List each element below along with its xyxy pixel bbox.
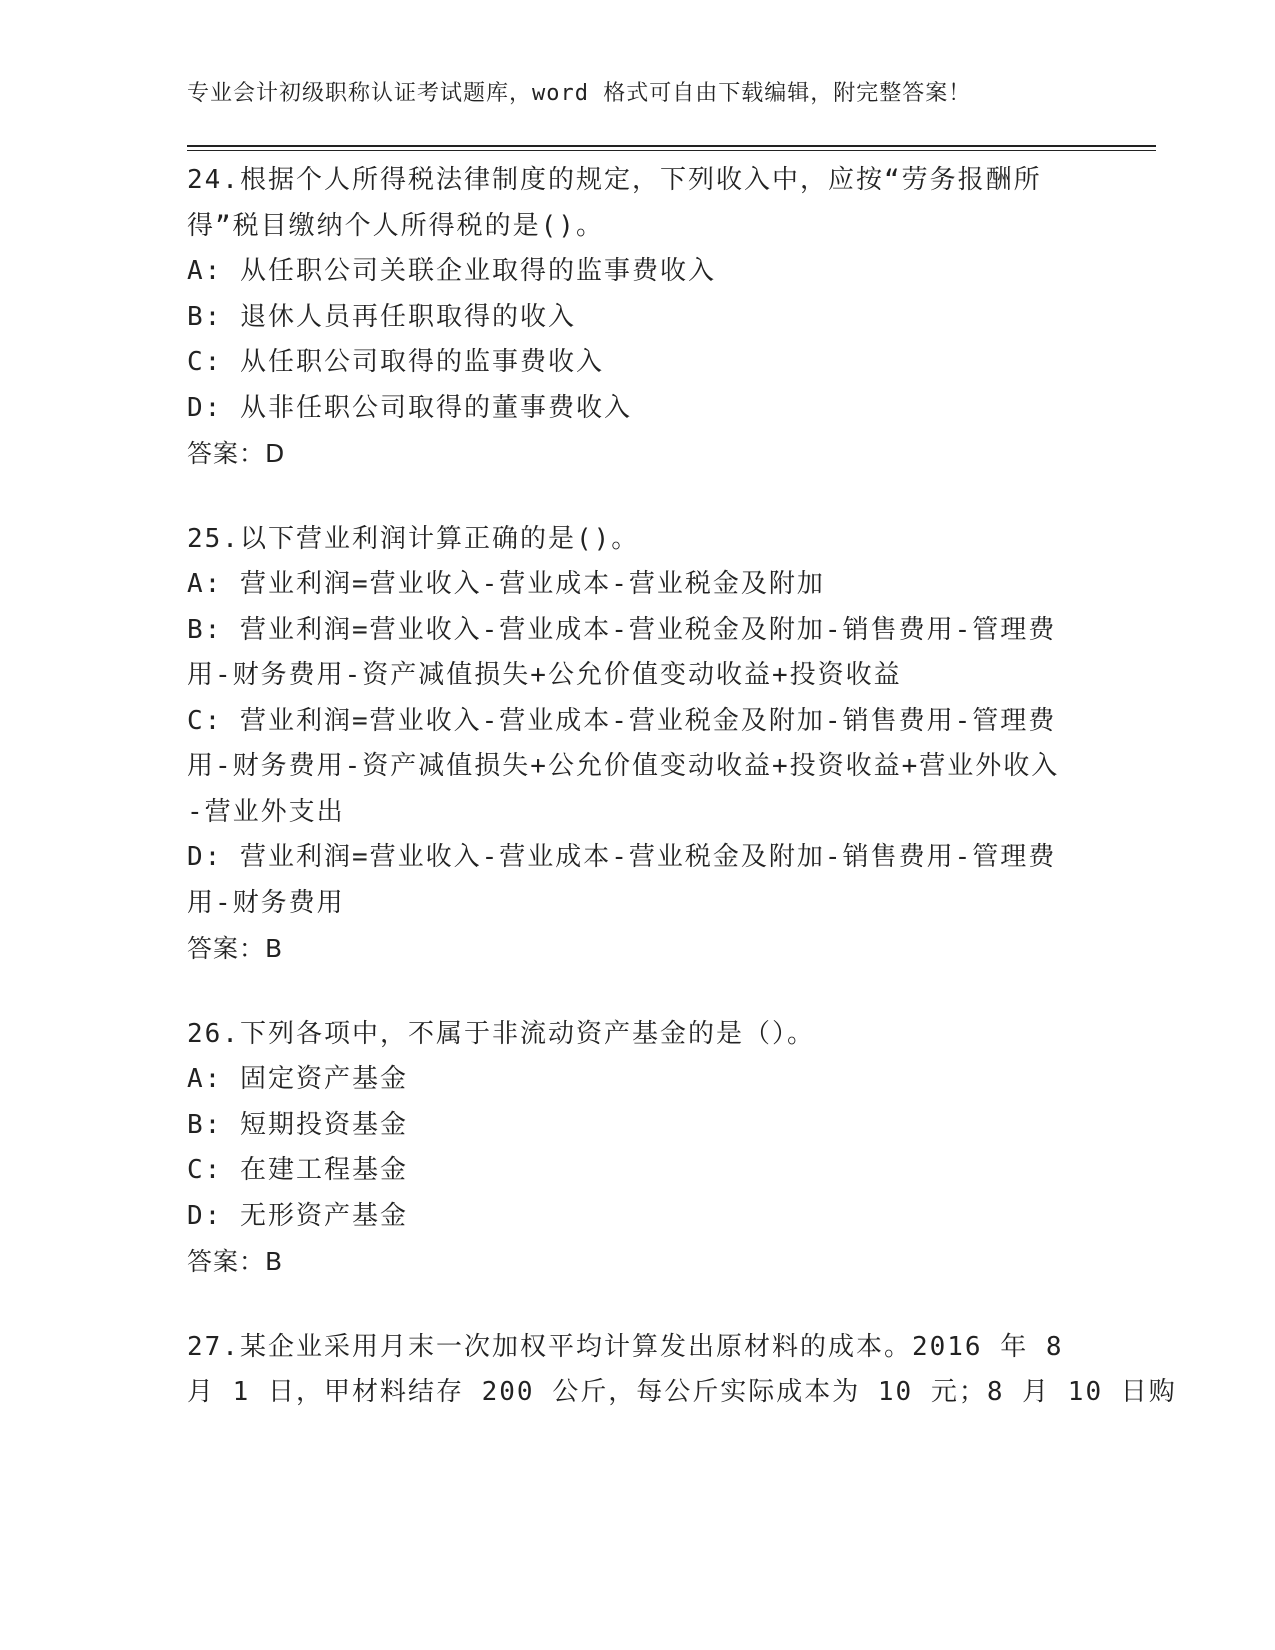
question-text: 24.根据个人所得税法律制度的规定，下列收入中，应按“劳务报酬所 (187, 165, 1042, 195)
option-c-continued: -营业外支出 (187, 796, 345, 827)
page-header: 专业会计初级职称认证考试题库，word 格式可自由下载编辑，附完整答案！ (187, 81, 972, 106)
answer: 答案：B (187, 1247, 284, 1276)
question-26 (187, 1012, 1087, 1285)
question-text: 月 1 日，甲材料结存 200 公斤，每公斤实际成本为 10 元；8 月 10 日购 (187, 1377, 1177, 1407)
option-a: A: 固定资产基金 (187, 1064, 408, 1094)
option-d: D: 从非任职公司取得的董事费收入 (187, 392, 632, 423)
question-text: 得”税目缴纳个人所得税的是()。 (187, 210, 604, 241)
answer: 答案：B (187, 934, 284, 963)
option-c: C: 从任职公司取得的监事费收入 (187, 347, 604, 377)
option-b-continued: 用-财务费用-资产减值损失+公允价值变动收益+投资收益 (187, 660, 902, 690)
option-a: A: 从任职公司关联企业取得的监事费收入 (187, 256, 716, 286)
option-c-continued: 用-财务费用-资产减值损失+公允价值变动收益+投资收益+营业外收入 (187, 751, 1060, 781)
option-c: C: 营业利润=营业收入-营业成本-营业税金及附加-销售费用-管理费 (187, 705, 1057, 736)
question-text: 26.下列各项中，不属于非流动资产基金的是（）。 (187, 1018, 815, 1049)
option-d: D: 无形资产基金 (187, 1200, 408, 1231)
option-b: B: 营业利润=营业收入-营业成本-营业税金及附加-销售费用-管理费 (187, 614, 1057, 645)
question-text: 27.某企业采用月末一次加权平均计算发出原材料的成本。2016 年 8 (187, 1331, 1064, 1362)
question-text: 25.以下营业利润计算正确的是()。 (187, 523, 640, 554)
question-list (187, 158, 1177, 1456)
header-divider (187, 145, 1156, 147)
answer: 答案：D (187, 439, 286, 468)
option-d: D: 营业利润=营业收入-营业成本-营业税金及附加-销售费用-管理费 (187, 842, 1057, 872)
question-24 (187, 158, 1087, 477)
option-c: C: 在建工程基金 (187, 1155, 408, 1185)
option-a: A: 营业利润=营业收入-营业成本-营业税金及附加 (187, 569, 825, 599)
option-d-continued: 用-财务费用 (187, 887, 345, 918)
question-27 (187, 1325, 1177, 1416)
option-b: B: 短期投资基金 (187, 1109, 408, 1140)
option-b: B: 退休人员再任职取得的收入 (187, 301, 576, 332)
question-25 (187, 517, 1087, 972)
